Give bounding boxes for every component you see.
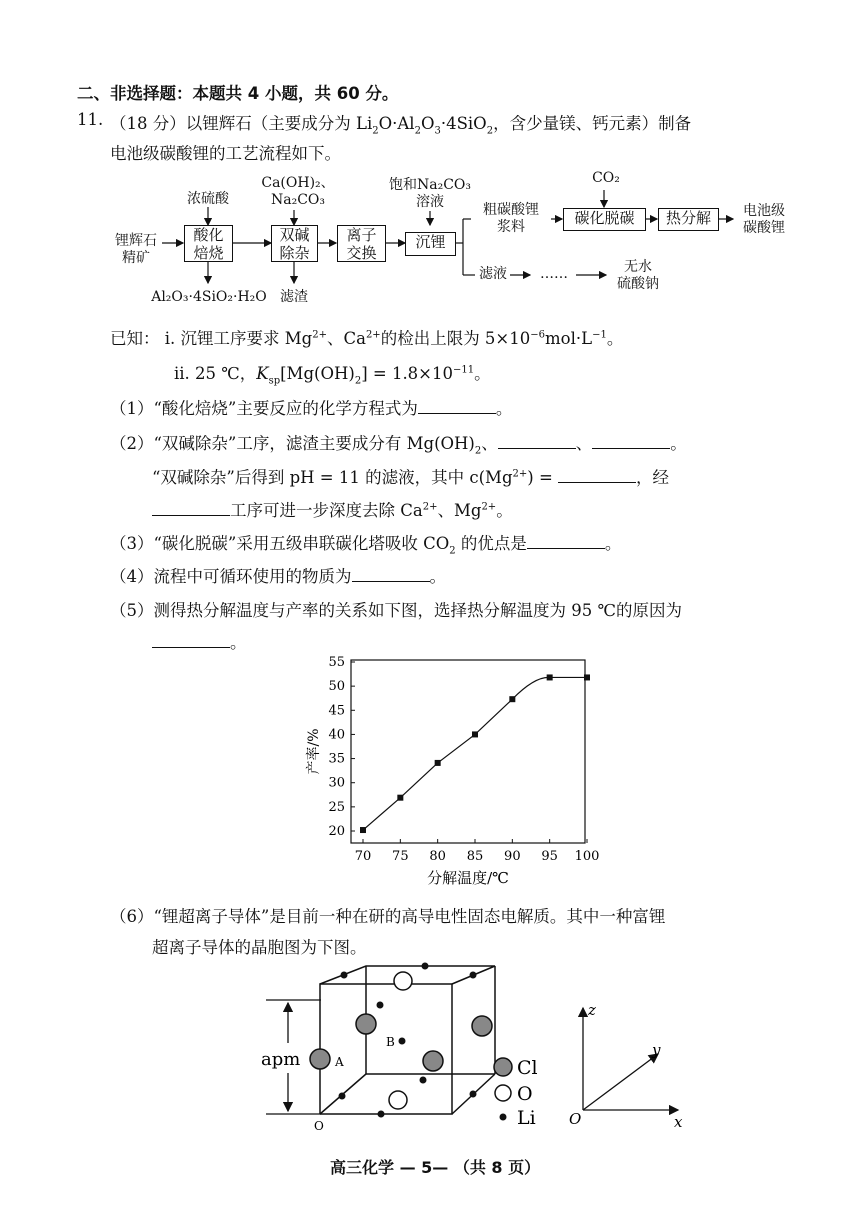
li-atom	[470, 972, 477, 979]
axis-origin-label: O	[569, 1110, 582, 1128]
x-tick-label: 100	[574, 849, 600, 864]
step-thermal-decomposition: 热分解	[658, 208, 719, 231]
li-atom	[422, 963, 429, 970]
y-tick-label: 45	[328, 703, 345, 719]
cl-atom	[472, 1016, 492, 1036]
x-axis-label: 分解温度/℃	[427, 869, 509, 887]
label-b: B	[386, 1035, 395, 1049]
part-1: （1）“酸化焙烧”主要反应的化学方程式为 。	[110, 399, 513, 418]
li-atom	[339, 1093, 346, 1100]
part-2: （2）“双碱除杂”工序，滤渣主要成分有 $Mg(OH)_2$、 、 。	[110, 434, 687, 457]
part-6-line2: 超离子导体的晶胞图为下图。	[152, 938, 367, 957]
known-ii: ⅱ. 25 ℃，$K_{sp}[Mg(OH)_2] = 1.8\times 10^{-11}$。	[174, 364, 491, 387]
byproduct-label: 无水 硫酸钠	[617, 259, 659, 292]
cl-atom	[356, 1014, 376, 1034]
x-tick-label: 75	[392, 849, 409, 864]
filtrate-label: 滤液	[479, 266, 507, 282]
axis-x-label: x	[674, 1113, 683, 1131]
li-atom	[377, 1002, 384, 1009]
x-tick-label: 85	[466, 849, 484, 864]
legend-o: O	[517, 1083, 533, 1105]
q11-intro-line1: （18 分）以锂辉石（主要成分为 $Li_2O\cdot Al_2O_3\cdot 4SiO_2$，含少量镁、钙元素）制备	[110, 114, 692, 137]
o-atom	[394, 972, 412, 990]
question-number: 11.	[77, 110, 104, 129]
section-title: 二、非选择题：本题共 4 小题，共 60 分。	[77, 84, 399, 103]
part-5-line2: 。	[152, 629, 247, 653]
x-tick-label: 90	[504, 849, 521, 864]
y-axis-label: 产率/%	[306, 728, 322, 775]
y-tick-label: 35	[328, 751, 345, 767]
crude-slurry-label: 粗碳酸锂 浆料	[483, 202, 539, 235]
dimension-label: apm	[261, 1049, 301, 1070]
li-atom	[420, 1077, 427, 1084]
y-tick-label: 30	[328, 775, 345, 791]
y-tick-label: 40	[328, 727, 345, 743]
li-atom	[378, 1111, 385, 1118]
label-a: A	[335, 1055, 344, 1069]
reagent-sodium-carbonate: 饱和Na₂CO₃ 溶液	[388, 177, 471, 210]
x-tick-label: 70	[354, 849, 372, 864]
cl-atom	[423, 1051, 443, 1071]
o-atom	[389, 1091, 407, 1109]
li-atom-b	[399, 1038, 406, 1045]
x-tick-label: 95	[541, 849, 558, 864]
x-tick-label: 80	[429, 849, 446, 864]
reagent-base: Ca(OH)₂、 Na₂CO₃	[261, 175, 335, 208]
origin-label: O	[314, 1119, 324, 1133]
acid-label: 浓硫酸	[187, 191, 229, 207]
legend-li: Li	[517, 1107, 536, 1129]
residue-aluminosilicate: Al₂O₃·4SiO₂·H₂O	[151, 289, 267, 305]
y-tick-label: 20	[328, 824, 345, 839]
part-2-line3: 工序可进一步深度去除 $Ca^{2+}$、$Mg^{2+}$。	[152, 497, 513, 521]
coordinate-axes	[583, 1008, 678, 1110]
step-double-alkali: 双碱 除杂	[271, 225, 318, 262]
part-3: （3）“碳化脱碳”采用五级串联碳化塔吸收 $CO_2$ 的优点是 。	[110, 534, 622, 557]
axis-z-label: z	[588, 1001, 596, 1019]
atom-legend	[494, 1057, 538, 1129]
legend-cl: Cl	[517, 1057, 538, 1079]
li-atom	[341, 972, 348, 979]
step-carbonation: 碳化脱碳	[563, 208, 646, 231]
product-label: 电池级 碳酸锂	[743, 203, 785, 236]
part-6: （6）“锂超离子导体”是目前一种在研的高导电性固态电解质。其中一种富锂	[110, 907, 666, 926]
co2-label: CO₂	[592, 170, 620, 186]
residue-label: 滤渣	[280, 289, 308, 305]
known-i: 已知： ⅰ. 沉锂工序要求 $Mg^{2+}$、$Ca^{2+}$的检出上限为 $5\times 10^{-6}mol\cdot L^{-1}$。	[110, 329, 624, 348]
axis-y-label: y	[652, 1041, 661, 1059]
q11-intro-line2: 电池级碳酸锂的工艺流程如下。	[110, 144, 341, 163]
y-tick-label: 55	[328, 655, 345, 670]
y-tick-label: 25	[328, 799, 345, 815]
part-4: （4）流程中可循环使用的物质为 。	[110, 567, 446, 586]
li-atom	[470, 1091, 477, 1098]
dots-label: ……	[540, 266, 568, 282]
part-2-line2: “双碱除杂”后得到 pH = 11 的滤液，其中 $c(Mg^{2+})$ = ，经	[152, 468, 670, 487]
y-tick-label: 50	[328, 679, 345, 695]
cl-atom-a	[310, 1049, 330, 1069]
step-acid-roast: 酸化 焙烧	[184, 225, 233, 262]
raw-material-label: 锂辉石 精矿	[115, 233, 157, 266]
step-lithium-precipitation: 沉锂	[405, 232, 456, 256]
page-footer: 高三化学 — 5— （共 8 页）	[330, 1158, 541, 1177]
part-5: （5）测得热分解温度与产率的关系如下图，选择热分解温度为 95 ℃的原因为	[110, 601, 682, 620]
step-ion-exchange: 离子 交换	[337, 225, 386, 262]
